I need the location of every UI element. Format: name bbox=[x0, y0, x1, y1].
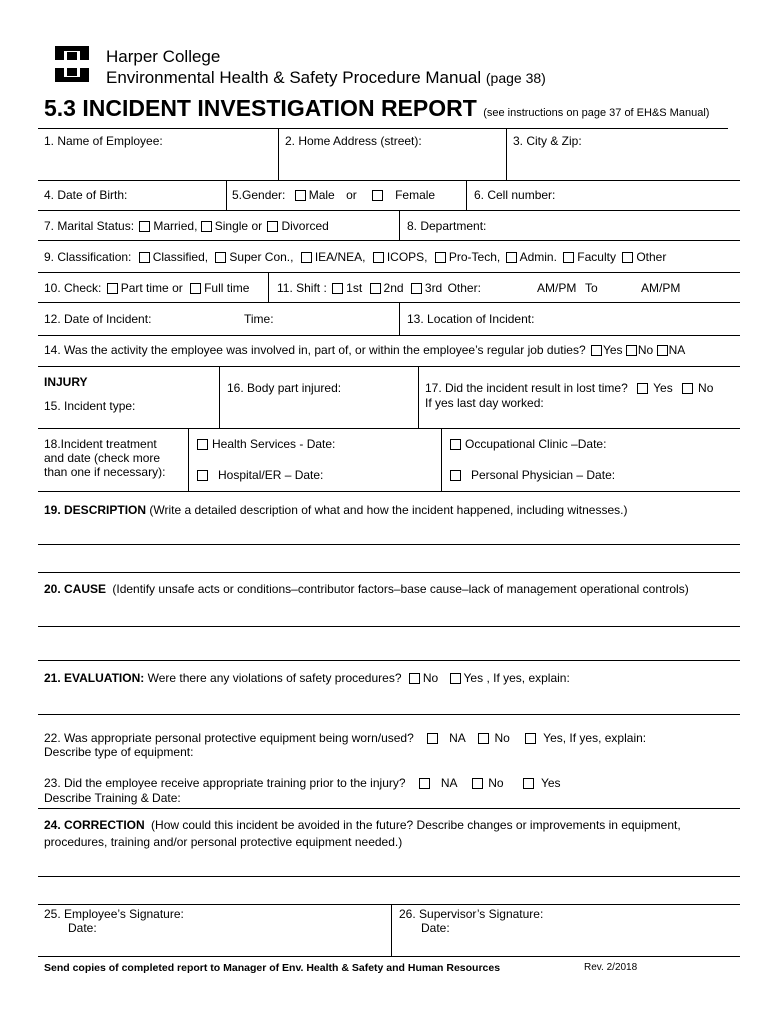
injury-heading: INJURY bbox=[44, 375, 88, 389]
pro-tech-label: Pro-Tech, bbox=[448, 250, 501, 264]
ppe-na-label: NA bbox=[449, 731, 466, 745]
report-note: (see instructions on page 37 of EH&S Manual) bbox=[483, 107, 710, 119]
shift-1st-label: 1st bbox=[346, 281, 363, 295]
classification-field bbox=[44, 250, 666, 264]
training-na-checkbox[interactable] bbox=[419, 778, 430, 789]
description-instructions: (Write a detailed description of what and how the incident happened, including witnesses.) bbox=[149, 503, 628, 517]
lost-time-no-label: No bbox=[698, 381, 714, 395]
duties-no-label: No bbox=[637, 343, 654, 357]
check-label: 10. Check: bbox=[44, 281, 102, 295]
supervisor-signature-label: 26. Supervisor’s Signature: bbox=[399, 907, 544, 921]
personal-physician-field bbox=[450, 468, 615, 482]
college-name: Harper College bbox=[106, 47, 221, 66]
manual-name: Environmental Health & Safety Procedure Manual bbox=[106, 68, 482, 87]
report-title bbox=[44, 94, 709, 127]
super-con-checkbox[interactable] bbox=[215, 252, 226, 263]
duties-na-label: NA bbox=[668, 343, 686, 357]
report-title-text: 5.3 INCIDENT INVESTIGATION REPORT bbox=[44, 95, 477, 121]
health-services-label: Health Services - Date: bbox=[212, 437, 336, 451]
incident-type-label: 15. Incident type: bbox=[44, 399, 136, 413]
city-zip-label: 3. City & Zip: bbox=[513, 134, 582, 148]
department-label: 8. Department: bbox=[407, 219, 487, 233]
classified-label: Classified, bbox=[152, 250, 209, 264]
home-address-label: 2. Home Address (street): bbox=[285, 134, 422, 148]
harper-logo bbox=[55, 46, 89, 82]
gender-male-checkbox[interactable] bbox=[295, 190, 306, 201]
ppe-no-label: No bbox=[494, 731, 510, 745]
lost-time-label: 17. Did the incident result in lost time? bbox=[425, 381, 628, 395]
description-field bbox=[44, 503, 627, 517]
personal-physician-label: Personal Physician – Date: bbox=[471, 468, 616, 482]
incident-date-label: 12. Date of Incident: bbox=[44, 312, 152, 326]
training-yes-checkbox[interactable] bbox=[523, 778, 534, 789]
cause-heading: 20. CAUSE bbox=[44, 582, 107, 596]
personal-physician-checkbox[interactable] bbox=[450, 470, 461, 481]
correction-instructions-2: procedures, training and/or personal protective equipment needed.) bbox=[44, 835, 403, 849]
evaluation-heading: 21. EVALUATION: bbox=[44, 671, 145, 685]
ppe-yes-label: Yes, If yes, explain: bbox=[543, 731, 647, 745]
ppe-question: 22. Was appropriate personal protective equipment being worn/used? bbox=[44, 731, 414, 745]
marital-status-field bbox=[44, 219, 329, 233]
faculty-checkbox[interactable] bbox=[563, 252, 574, 263]
married-checkbox[interactable] bbox=[139, 221, 150, 232]
full-time-checkbox[interactable] bbox=[190, 283, 201, 294]
hospital-er-label: Hospital/ER – Date: bbox=[218, 468, 324, 482]
dob-label: 4. Date of Birth: bbox=[44, 188, 128, 202]
classified-checkbox[interactable] bbox=[139, 252, 150, 263]
occupational-clinic-checkbox[interactable] bbox=[450, 439, 461, 450]
gender-label: 5.Gender: bbox=[232, 188, 286, 202]
training-no-checkbox[interactable] bbox=[472, 778, 483, 789]
ppe-field bbox=[44, 731, 646, 745]
ampm-from-label: AM/PM bbox=[537, 281, 577, 295]
shift-1st-checkbox[interactable] bbox=[332, 283, 343, 294]
other-label: Other bbox=[636, 250, 667, 264]
shift-2nd-checkbox[interactable] bbox=[370, 283, 381, 294]
shift-label: 11. Shift : bbox=[277, 281, 327, 295]
treatment-label-3: than one if necessary): bbox=[44, 465, 166, 479]
shift-3rd-label: 3rd bbox=[424, 281, 443, 295]
occupational-clinic-field bbox=[450, 437, 606, 451]
occupational-clinic-label: Occupational Clinic –Date: bbox=[465, 437, 607, 451]
iea-nea-label: IEA/NEA, bbox=[314, 250, 366, 264]
evaluation-no-checkbox[interactable] bbox=[409, 673, 420, 684]
description-heading: 19. DESCRIPTION bbox=[44, 503, 147, 517]
gender-female-label: Female bbox=[395, 188, 436, 202]
faculty-label: Faculty bbox=[577, 250, 616, 264]
page-ref: (page 38) bbox=[485, 70, 546, 86]
correction-field bbox=[44, 818, 681, 832]
lost-time-no-checkbox[interactable] bbox=[682, 383, 693, 394]
correction-heading: 24. CORRECTION bbox=[44, 818, 145, 832]
ampm-to-label: AM/PM bbox=[641, 281, 681, 295]
divorced-checkbox[interactable] bbox=[267, 221, 278, 232]
lost-time-field bbox=[425, 381, 713, 395]
cause-field bbox=[44, 582, 689, 596]
health-services-checkbox[interactable] bbox=[197, 439, 208, 450]
gender-female-checkbox[interactable] bbox=[372, 190, 383, 201]
icops-checkbox[interactable] bbox=[373, 252, 384, 263]
ppe-no-checkbox[interactable] bbox=[478, 733, 489, 744]
employee-signature-label: 25. Employee’s Signature: bbox=[44, 907, 184, 921]
cause-instructions: (Identify unsafe acts or conditions–contributor factors–base cause–lack of management operational controls) bbox=[112, 582, 689, 596]
shift-other-label: Other: bbox=[447, 281, 481, 295]
duties-yes-label: Yes bbox=[602, 343, 623, 357]
iea-nea-checkbox[interactable] bbox=[301, 252, 312, 263]
shift-3rd-checkbox[interactable] bbox=[411, 283, 422, 294]
footer-instructions: Send copies of completed report to Manager of Env. Health & Safety and Human Resources bbox=[44, 962, 501, 974]
last-day-worked-label: If yes last day worked: bbox=[425, 396, 544, 410]
admin-label: Admin. bbox=[519, 250, 557, 264]
supervisor-signature-date-label: Date: bbox=[421, 921, 450, 935]
gender-or-label: or bbox=[346, 188, 357, 202]
evaluation-yes-checkbox[interactable] bbox=[450, 673, 461, 684]
correction-instructions: (How could this incident be avoided in the future? Describe changes or improvements in equipment, bbox=[151, 818, 681, 832]
cell-number-label: 6. Cell number: bbox=[474, 188, 556, 202]
regular-duties-label: 14. Was the activity the employee was involved in, part of, or within the employee’s regular job duties? bbox=[44, 343, 586, 357]
training-yes-label: Yes bbox=[540, 776, 561, 790]
gender-male-label: Male bbox=[308, 188, 335, 202]
health-services-field bbox=[197, 437, 335, 451]
part-time-checkbox[interactable] bbox=[107, 283, 118, 294]
training-describe-label: Describe Training & Date: bbox=[44, 791, 181, 805]
evaluation-yes-label: Yes , If yes, explain: bbox=[463, 671, 570, 685]
ppe-na-checkbox[interactable] bbox=[427, 733, 438, 744]
shift-2nd-label: 2nd bbox=[383, 281, 404, 295]
body-part-label: 16. Body part injured: bbox=[227, 381, 342, 395]
single-checkbox[interactable] bbox=[201, 221, 212, 232]
evaluation-no-label: No bbox=[422, 671, 439, 685]
employment-check-field bbox=[44, 281, 249, 295]
employee-signature-date-label: Date: bbox=[68, 921, 97, 935]
marital-status-label: 7. Marital Status: bbox=[44, 219, 135, 233]
ppe-describe-label: Describe type of equipment: bbox=[44, 745, 194, 759]
full-time-label: Full time bbox=[204, 281, 250, 295]
incident-time-label: Time: bbox=[244, 312, 274, 326]
gender-field bbox=[232, 188, 435, 202]
divorced-label: Divorced bbox=[281, 219, 329, 233]
incident-location-label: 13. Location of Incident: bbox=[407, 312, 535, 326]
classification-label: 9. Classification: bbox=[44, 250, 132, 264]
icops-label: ICOPS, bbox=[386, 250, 428, 264]
lost-time-yes-checkbox[interactable] bbox=[637, 383, 648, 394]
training-no-label: No bbox=[488, 776, 504, 790]
ppe-yes-checkbox[interactable] bbox=[525, 733, 536, 744]
duties-no-checkbox[interactable] bbox=[626, 345, 637, 356]
duties-yes-checkbox[interactable] bbox=[591, 345, 602, 356]
other-checkbox[interactable] bbox=[622, 252, 633, 263]
to-label: To bbox=[585, 281, 598, 295]
single-label: Single or bbox=[214, 219, 263, 233]
duties-na-checkbox[interactable] bbox=[657, 345, 668, 356]
part-time-label: Part time or bbox=[120, 281, 183, 295]
lost-time-yes-label: Yes bbox=[653, 381, 673, 395]
employee-name-label: 1. Name of Employee: bbox=[44, 134, 163, 148]
training-field bbox=[44, 776, 561, 790]
hospital-er-checkbox[interactable] bbox=[197, 470, 208, 481]
revision-label: Rev. 2/2018 bbox=[584, 962, 638, 973]
evaluation-question: Were there any violations of safety procedures? bbox=[147, 671, 402, 685]
training-question: 23. Did the employee receive appropriate training prior to the injury? bbox=[44, 776, 406, 790]
regular-duties-field bbox=[44, 343, 685, 357]
admin-checkbox[interactable] bbox=[506, 252, 517, 263]
treatment-label-1: 18.Incident treatment bbox=[44, 437, 157, 451]
married-label: Married, bbox=[153, 219, 198, 233]
super-con-label: Super Con., bbox=[229, 250, 294, 264]
shift-field bbox=[277, 281, 481, 295]
pro-tech-checkbox[interactable] bbox=[435, 252, 446, 263]
training-na-label: NA bbox=[440, 776, 457, 790]
treatment-label-2: and date (check more bbox=[44, 451, 161, 465]
evaluation-field bbox=[44, 671, 570, 685]
hospital-er-field bbox=[197, 468, 323, 482]
manual-title bbox=[106, 68, 546, 88]
